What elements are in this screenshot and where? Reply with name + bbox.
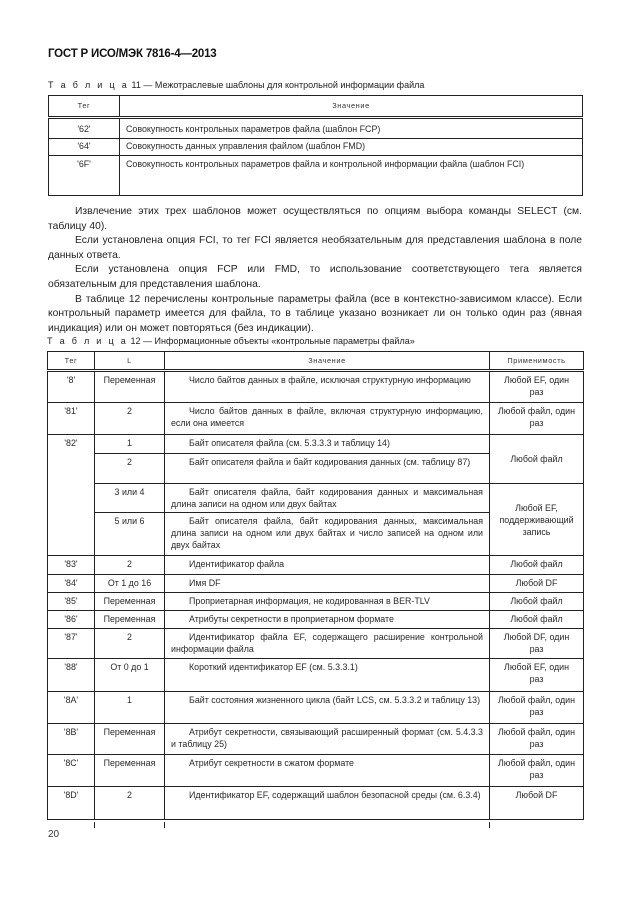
value-cell: Совокупность контрольных параметров файла и контрольной информации файла (шаблон FCI) bbox=[120, 156, 583, 196]
length-cell: Переменная bbox=[95, 593, 165, 611]
applicability-cell: Любой DF bbox=[490, 575, 584, 593]
tag-cell: '88' bbox=[48, 659, 95, 692]
column-continuation-line bbox=[164, 822, 165, 828]
table-row bbox=[48, 556, 584, 575]
table-row bbox=[48, 755, 584, 787]
applicability-cell: Любой файл, один раз bbox=[490, 724, 584, 755]
length-cell: 2 bbox=[95, 556, 165, 575]
value-cell: Короткий идентификатор EF (см. 5.3.3.1) bbox=[165, 659, 490, 692]
tag-cell: '8B' bbox=[48, 724, 95, 755]
table-12-caption bbox=[47, 336, 415, 346]
table-row bbox=[48, 403, 584, 435]
table-12-caption-text: 12 — Информационные объекты «контрольные параметры файла» bbox=[128, 336, 415, 346]
tag-cell: '6F' bbox=[49, 156, 120, 196]
column-continuation-line bbox=[94, 822, 95, 828]
table-row bbox=[48, 787, 584, 820]
page-number: 20 bbox=[48, 829, 60, 840]
value-cell: Атрибут секретности, связывающий расширенный формат (см. 5.4.3.3 и таблицу 25) bbox=[165, 724, 490, 755]
table-row bbox=[48, 724, 584, 755]
tag-cell: '84' bbox=[48, 575, 95, 593]
table-12-caption-label: Т а б л и ц а bbox=[47, 336, 128, 346]
applicability-cell: Любой файл, один раз bbox=[490, 403, 584, 435]
tag-cell: '81' bbox=[48, 403, 95, 435]
value-cell: Байт описателя файла, байт кодирования данных и максимальная длина записи на одном или двух байтах bbox=[165, 484, 490, 513]
value-cell: Совокупность контрольных параметров файла (шаблон FCP) bbox=[120, 118, 583, 139]
paragraph: Если установлена опция FCP или FMD, то использование соответствующего тега является обязательным для представления шаблона. bbox=[48, 264, 582, 290]
value-cell: Совокупность данных управления файлом (шаблон FMD) bbox=[120, 139, 583, 156]
length-cell: 1 bbox=[95, 435, 165, 454]
value-cell: Идентификатор EF, содержащий шаблон безопасной среды (см. 6.3.4) bbox=[165, 787, 490, 820]
table-row bbox=[48, 629, 584, 659]
value-cell: Байт описателя файла и байт кодирования данных (см. таблицу 87) bbox=[165, 454, 490, 484]
value-cell: Идентификатор файла EF, содержащего расширение контрольной информации файла bbox=[165, 629, 490, 659]
table-row bbox=[48, 371, 584, 403]
applicability-cell: Любой EF, поддерживающий запись bbox=[490, 484, 584, 556]
column-header-applicability: Применимость bbox=[490, 352, 584, 371]
column-header-tag: Тег bbox=[49, 96, 120, 118]
length-cell: 2 bbox=[95, 403, 165, 435]
value-cell: Байт описателя файла (см. 5.3.3.3 и таблицу 14) bbox=[165, 435, 490, 454]
table-11-caption bbox=[48, 80, 424, 90]
length-cell: 1 bbox=[95, 692, 165, 724]
length-cell: От 1 до 16 bbox=[95, 575, 165, 593]
paragraph: Если установлена опция FCI, то тег FCI является необязательным для представления шаблона в поле данных ответа. bbox=[48, 235, 582, 261]
tag-cell: '85' bbox=[48, 593, 95, 611]
body-text bbox=[48, 205, 582, 336]
value-cell: Атрибуты секретности в проприетарном формате bbox=[165, 611, 490, 629]
table-row bbox=[48, 575, 584, 593]
tag-cell: '64' bbox=[49, 139, 120, 156]
applicability-cell: Любой файл bbox=[490, 593, 584, 611]
tag-cell: '62' bbox=[49, 118, 120, 139]
table-11-caption-label: Т а б л и ц а bbox=[48, 80, 129, 90]
tag-cell: '8A' bbox=[48, 692, 95, 724]
value-cell: Байт состояния жизненного цикла (байт LCS, см. 5.3.3.2 и таблицу 13) bbox=[165, 692, 490, 724]
table-row bbox=[48, 435, 584, 454]
column-header-tag: Тег bbox=[48, 352, 95, 371]
tag-cell: '82' bbox=[48, 435, 95, 556]
length-cell: Переменная bbox=[95, 755, 165, 787]
applicability-cell: Любой DF bbox=[490, 787, 584, 820]
value-cell: Число байтов данных в файле, включая структурную информацию, если она имеется bbox=[165, 403, 490, 435]
table-11-caption-text: 11 — Межотраслевые шаблоны для контрольной информации файла bbox=[129, 80, 425, 90]
tag-cell: '8' bbox=[48, 371, 95, 403]
table-12 bbox=[47, 351, 584, 820]
value-cell: Число байтов данных в файле, исключая структурную информацию bbox=[165, 371, 490, 403]
value-cell: Имя DF bbox=[165, 575, 490, 593]
table-row bbox=[49, 139, 583, 156]
column-continuation-line bbox=[489, 822, 490, 828]
value-cell: Байт описателя файла, байт кодирования данных, максимальная длина записи на одном или двух байтах и число записей на одном или двух байтах bbox=[165, 513, 490, 556]
table-row bbox=[48, 593, 584, 611]
table-11 bbox=[48, 95, 583, 196]
length-cell: 2 bbox=[95, 454, 165, 484]
length-cell: Переменная bbox=[95, 724, 165, 755]
tag-cell: '87' bbox=[48, 629, 95, 659]
table-row bbox=[49, 156, 583, 196]
table-row bbox=[48, 659, 584, 692]
column-header-length: L bbox=[95, 352, 165, 371]
length-cell: 2 bbox=[95, 787, 165, 820]
tag-cell: '86' bbox=[48, 611, 95, 629]
length-cell: 2 bbox=[95, 629, 165, 659]
applicability-cell: Любой EF, один раз bbox=[490, 659, 584, 692]
applicability-cell: Любой файл, один раз bbox=[490, 692, 584, 724]
applicability-cell: Любой файл bbox=[490, 435, 584, 484]
applicability-cell: Любой файл, один раз bbox=[490, 755, 584, 787]
tag-cell: '83' bbox=[48, 556, 95, 575]
length-cell: 3 или 4 bbox=[95, 484, 165, 513]
table-row bbox=[48, 484, 584, 513]
paragraph: Извлечение этих трех шаблонов может осуществляться по опциям выбора команды SELECT (см. таблицу 40). bbox=[48, 206, 582, 232]
column-header-value: Значение bbox=[120, 96, 583, 118]
column-header-value: Значение bbox=[165, 352, 490, 371]
tag-cell: '8C' bbox=[48, 755, 95, 787]
tag-cell: '8D' bbox=[48, 787, 95, 820]
value-cell: Проприетарная информация, не кодированная в BER-TLV bbox=[165, 593, 490, 611]
length-cell: 5 или 6 bbox=[95, 513, 165, 556]
applicability-cell: Любой файл bbox=[490, 556, 584, 575]
table-row bbox=[49, 118, 583, 139]
paragraph: В таблице 12 перечислены контрольные параметры файла (все в контекстно-зависимом классе). Если контрольный параметр имеется для файла, то в таблице указано возникает ли он только один раз (явная индикация) или он может повторяться (без индикации). bbox=[48, 293, 582, 334]
document-title: ГОСТ Р ИСО/МЭК 7816-4—2013 bbox=[48, 48, 217, 60]
applicability-cell: Любой файл bbox=[490, 611, 584, 629]
length-cell: Переменная bbox=[95, 611, 165, 629]
table-row bbox=[48, 692, 584, 724]
value-cell: Атрибут секретности в сжатом формате bbox=[165, 755, 490, 787]
table-row bbox=[48, 611, 584, 629]
applicability-cell: Любой EF, один раз bbox=[490, 371, 584, 403]
applicability-cell: Любой DF, один раз bbox=[490, 629, 584, 659]
length-cell: От 0 до 1 bbox=[95, 659, 165, 692]
value-cell: Идентификатор файла bbox=[165, 556, 490, 575]
length-cell: Переменная bbox=[95, 371, 165, 403]
